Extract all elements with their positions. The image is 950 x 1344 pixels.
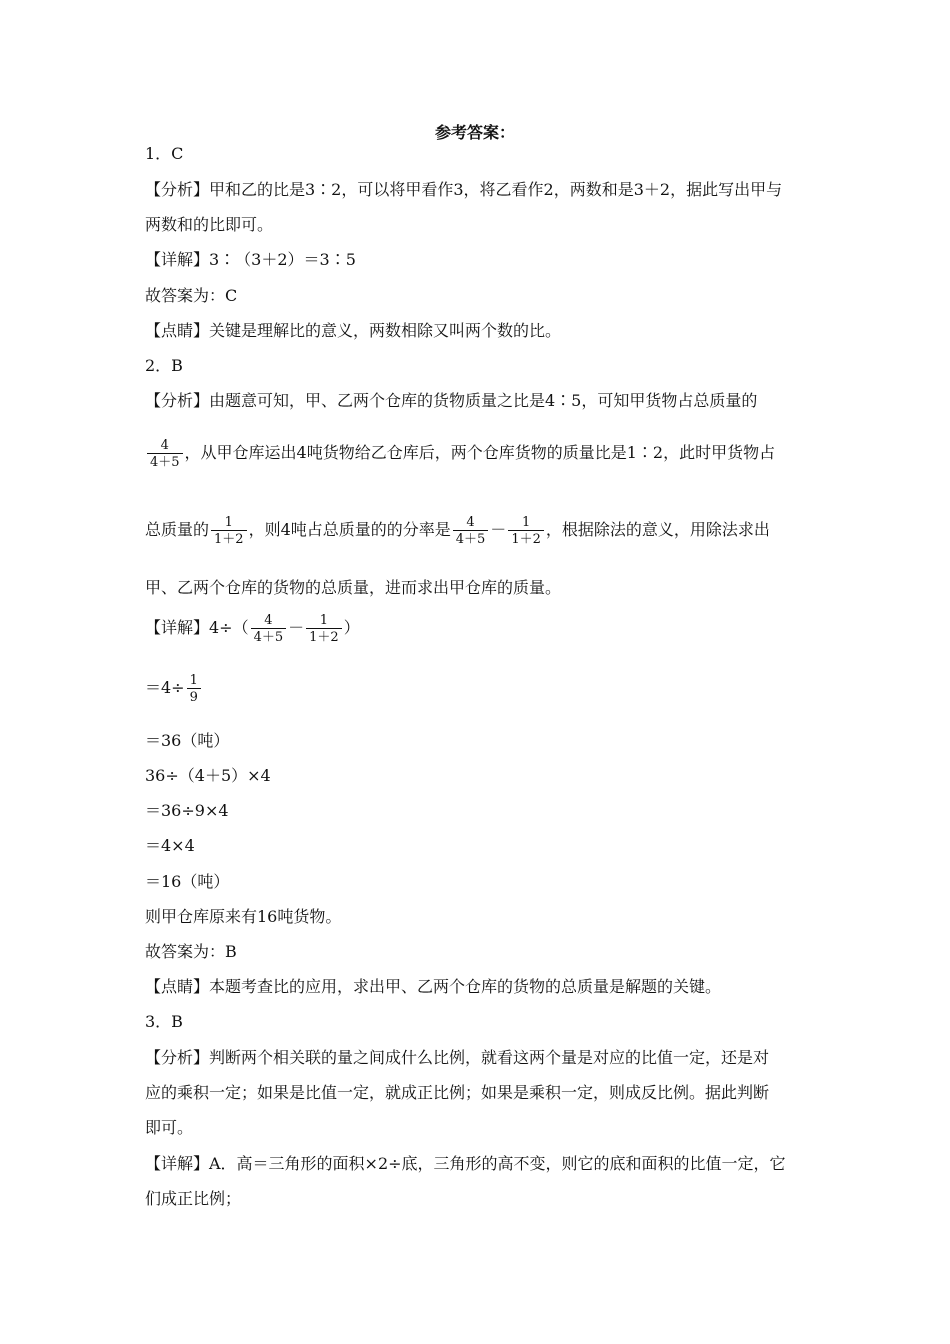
fraction-1-over-1plus2: $\frac{1}{1+2}$ xyxy=(211,515,247,547)
q2-answer: 故答案为：B xyxy=(145,942,237,961)
q2-step-1: ＝4÷ $\frac{1}{9}$ xyxy=(145,668,203,708)
q3-detail-line-2: 们成正比例； xyxy=(145,1189,242,1208)
q2-detail: 【详解】4÷（ $\frac{4}{4+5}$ － $\frac{1}{1+2}$ ） xyxy=(145,612,360,645)
q3-analysis-line-3: 即可。 xyxy=(145,1118,194,1137)
q1-head: 1．C xyxy=(145,144,184,163)
q2-step-6: ＝16（吨） xyxy=(145,872,230,891)
q3-analysis-line-1: 【分析】判断两个相关联的量之间成什么比例，就看这两个量是对应的比值一定，还是对 xyxy=(145,1048,770,1067)
q2-head: 2．B xyxy=(145,356,183,375)
q1-answer: 故答案为：C xyxy=(145,286,238,305)
fraction-1-over-9: $\frac{1}{9}$ xyxy=(187,673,201,705)
q3-head: 3．B xyxy=(145,1012,183,1031)
fraction-4-over-4plus5: $\frac{4}{4+5}$ xyxy=(453,515,489,547)
q2-step-5: ＝4×4 xyxy=(145,836,195,855)
q1-comment: 【点睛】关键是理解比的意义，两数相除又叫两个数的比。 xyxy=(145,321,562,340)
q2-analysis-line-3: 总质量的 $\frac{1}{1+2}$ ，则4吨占总质量的的分率是 $\frac{4}{4+5}$ － $\frac{1}{1+2}$ ，根据除法的意义，用除法求出 xyxy=(145,514,770,547)
page-title: 参考答案： xyxy=(434,123,515,142)
q2-analysis-line-1: 【分析】由题意可知，甲、乙两个仓库的货物质量之比是4∶5，可知甲货物占总质量的 xyxy=(145,391,758,410)
q3-analysis-line-2: 应的乘积一定；如果是比值一定，就成正比例；如果是乘积一定，则成反比例。据此判断 xyxy=(145,1083,770,1102)
fraction-4-over-4plus5: $\frac{4}{4+5}$ xyxy=(147,438,183,470)
q2-conclusion: 则甲仓库原来有16吨货物。 xyxy=(145,907,342,926)
q2-analysis-line-2: $\frac{4}{4+5}$ ，从甲仓库运出4吨货物给乙仓库后，两个仓库货物的质量比是1∶2，此时甲货物占 xyxy=(145,435,775,471)
q2-step-2: ＝36（吨） xyxy=(145,731,230,750)
fraction-4-over-4plus5: $\frac{4}{4+5}$ xyxy=(251,613,287,645)
q2-step-3: 36÷（4＋5）×4 xyxy=(145,766,271,785)
q1-analysis-line-1: 【分析】甲和乙的比是3∶2，可以将甲看作3，将乙看作2，两数和是3＋2，据此写出甲与 xyxy=(145,180,783,199)
q2-step-4: ＝36÷9×4 xyxy=(145,801,229,820)
fraction-1-over-1plus2: $\frac{1}{1+2}$ xyxy=(508,515,544,547)
q1-detail: 【详解】3∶（3＋2）＝3∶5 xyxy=(145,250,356,269)
q2-analysis-line-4: 甲、乙两个仓库的货物的总质量，进而求出甲仓库的质量。 xyxy=(145,578,562,597)
q2-comment: 【点睛】本题考查比的应用，求出甲、乙两个仓库的货物的总质量是解题的关键。 xyxy=(145,977,722,996)
fraction-1-over-1plus2: $\frac{1}{1+2}$ xyxy=(306,613,342,645)
q1-analysis-line-2: 两数和的比即可。 xyxy=(145,215,274,234)
q3-detail-line-1: 【详解】A．高＝三角形的面积×2÷底，三角形的高不变，则它的底和面积的比值一定，它 xyxy=(145,1154,786,1173)
